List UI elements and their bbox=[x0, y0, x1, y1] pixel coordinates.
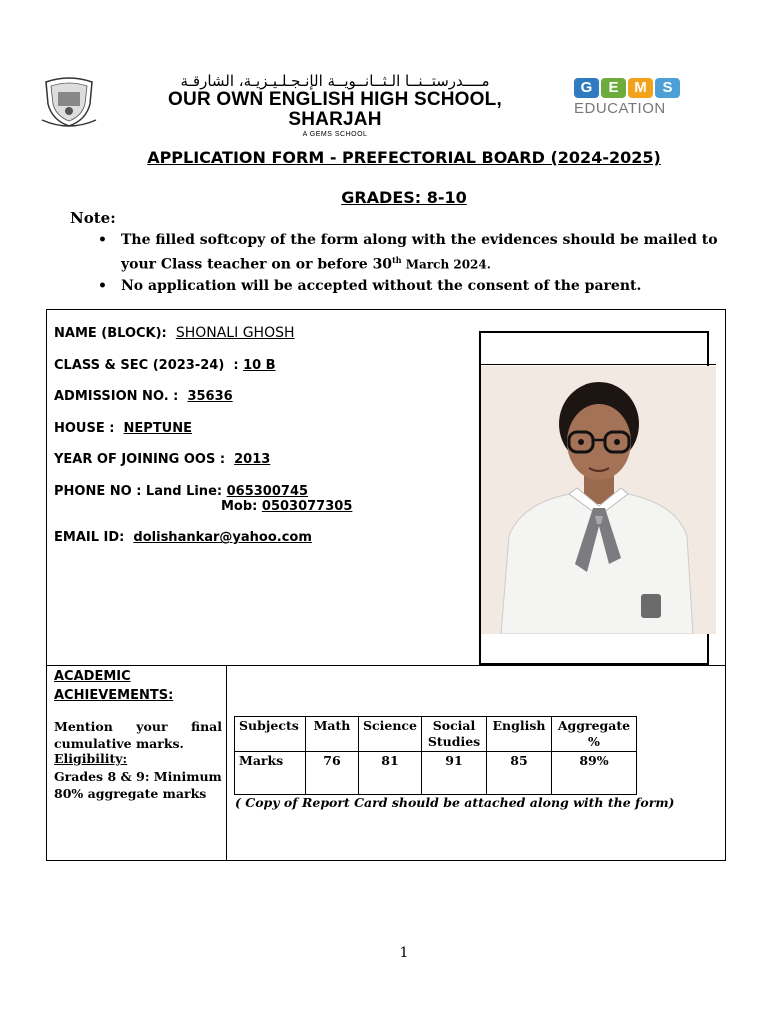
class-value: 10 B bbox=[243, 358, 276, 373]
year-value: 2013 bbox=[234, 452, 271, 467]
landline-value: 065300745 bbox=[226, 484, 309, 499]
arabic-school-name: مــــدرستــنــا الـثــانــويــة الإنـجـلـيـزيـة، الشارقـة bbox=[180, 72, 490, 90]
admission-value: 35636 bbox=[187, 389, 233, 404]
table-row bbox=[235, 752, 637, 795]
gems-letter: M bbox=[628, 78, 653, 98]
email-field: EMAIL ID: dolishankar@yahoo.com bbox=[54, 530, 312, 545]
house-value: NEPTUNE bbox=[123, 421, 193, 436]
note-item: • The filled softcopy of the form along with the evidences should be mailed to your Class teacher on or before 30th March 2024. bbox=[98, 232, 718, 273]
note-label: Note: bbox=[70, 209, 116, 227]
grades-heading: GRADES: 8-10 bbox=[341, 188, 467, 207]
academic-achievements-heading: ACADEMIC ACHIEVEMENTS: bbox=[54, 669, 174, 703]
phone-field: PHONE NO : Land Line: 065300745 bbox=[54, 484, 309, 499]
table-header-cell: English bbox=[487, 717, 552, 752]
marks-table bbox=[234, 716, 637, 795]
table-cell: 76 bbox=[306, 752, 359, 795]
table-cell: 89% bbox=[552, 752, 637, 795]
table-header-cell: Math bbox=[306, 717, 359, 752]
table-cell: 91 bbox=[422, 752, 487, 795]
gems-education-logo bbox=[574, 78, 686, 120]
table-row-label: Marks bbox=[235, 752, 306, 795]
gems-letter: S bbox=[655, 78, 680, 98]
mobile-value: 0503077305 bbox=[261, 499, 353, 514]
note-item: • No application will be accepted without the consent of the parent. bbox=[98, 277, 642, 294]
page-number: 1 bbox=[399, 945, 409, 961]
gems-education-text: EDUCATION bbox=[574, 100, 666, 117]
admission-field: ADMISSION NO. : 35636 bbox=[54, 389, 233, 404]
mobile-field: Mob: 0503077305 bbox=[221, 499, 353, 514]
school-name: OUR OWN ENGLISH HIGH SCHOOL, SHARJAH bbox=[168, 89, 502, 130]
table-header-cell: Science bbox=[359, 717, 422, 752]
name-field: NAME (BLOCK): SHONALI GHOSH bbox=[54, 325, 295, 341]
section-divider bbox=[46, 665, 726, 666]
table-cell: 85 bbox=[487, 752, 552, 795]
email-value: dolishankar@yahoo.com bbox=[133, 530, 312, 545]
class-field: CLASS & SEC (2023-24) : 10 B bbox=[54, 358, 276, 373]
mention-text: Mention your final cumulative marks. bbox=[54, 719, 222, 751]
house-field: HOUSE : NEPTUNE bbox=[54, 421, 193, 436]
bullet-icon: • bbox=[98, 277, 107, 294]
table-header-row bbox=[235, 717, 637, 752]
year-field: YEAR OF JOINING OOS : 2013 bbox=[54, 452, 271, 467]
table-header-cell: Social Studies bbox=[422, 717, 487, 752]
gems-letter: E bbox=[601, 78, 626, 98]
name-value: SHONALI GHOSH bbox=[175, 325, 295, 341]
eligibility-text: Grades 8 & 9: Minimum 80% aggregate marks bbox=[54, 769, 222, 801]
report-card-note: ( Copy of Report Card should be attached along with the form) bbox=[235, 795, 675, 810]
form-title: APPLICATION FORM - PREFECTORIAL BOARD (2024-2025) bbox=[147, 148, 661, 167]
photo-frame-line bbox=[479, 364, 716, 365]
table-header-cell: Aggregate % bbox=[552, 717, 637, 752]
eligibility-label: Eligibility: bbox=[54, 751, 128, 766]
column-divider bbox=[226, 665, 227, 861]
school-subtitle: A GEMS SCHOOL bbox=[302, 131, 368, 138]
bullet-icon: • bbox=[98, 232, 107, 248]
school-crest-logo bbox=[38, 74, 100, 130]
table-cell: 81 bbox=[359, 752, 422, 795]
school-header bbox=[130, 72, 540, 138]
gems-letter: G bbox=[574, 78, 599, 98]
table-header-cell: Subjects bbox=[235, 717, 306, 752]
student-photo bbox=[481, 366, 716, 634]
notes-list bbox=[98, 230, 718, 297]
